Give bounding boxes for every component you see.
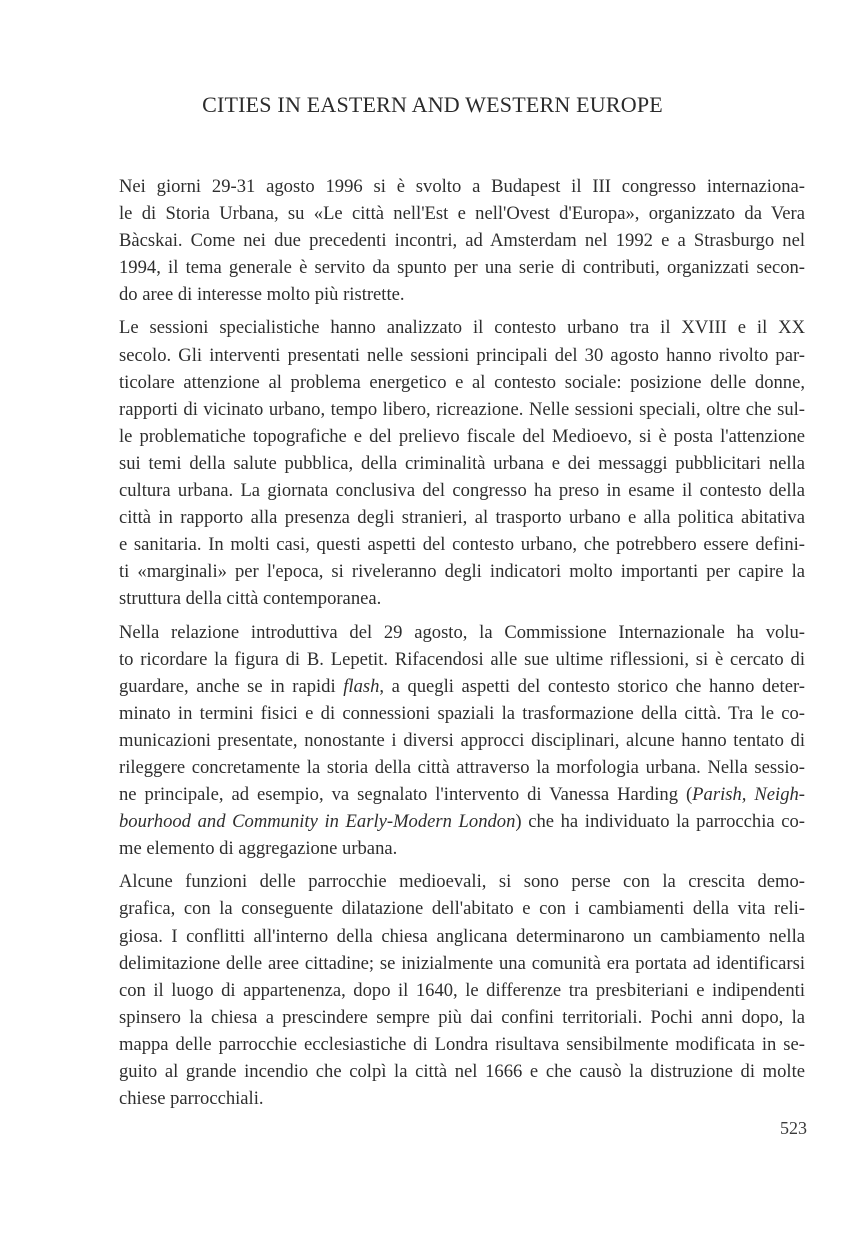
text-line: delimitazione delle aree cittadine; se inizialmente una comunità era portata ad identificarsi: [119, 952, 805, 974]
text-line: mappa delle parrocchie ecclesiastiche di Londra risultava sensibilmente modificata in se-: [119, 1033, 805, 1055]
text-line: grafica, con la conseguente dilatazione dell'abitato e con i cambiamenti della vita reli-: [119, 898, 805, 920]
page-title: CITIES IN EASTERN AND WESTERN EUROPE: [202, 92, 663, 117]
text-line: rapporti di vicinato urbano, tempo libero, ricreazione. Nelle sessioni speciali, oltre che sul-: [119, 398, 805, 420]
text-line: Nei giorni 29-31 agosto 1996 si è svolto a Budapest il III congresso internaziona-: [119, 176, 805, 197]
text-line: ne principale, ad esempio, va segnalato l'intervento di Vanessa Harding (Parish, Neigh-: [119, 784, 805, 806]
text-line: minato in termini fisici e di connessioni spaziali la trasformazione della città. Tra le co-: [119, 702, 805, 724]
text-line: spinsero la chiesa a prescindere sempre più dai confini territoriali. Pochi anni dopo, la: [119, 1006, 805, 1028]
text-line: e sanitaria. In molti casi, questi aspetti del contesto urbano, che potrebbero essere defini-: [119, 534, 805, 556]
text-line: cultura urbana. La giornata conclusiva del congresso ha preso in esame il contesto della: [119, 480, 805, 502]
paragraph: [83, 314, 805, 612]
text-line: chiese parrocchiali.: [119, 1088, 264, 1110]
italic-text: bourhood and Community in Early-Modern London: [119, 811, 516, 833]
text-line: con il luogo di appartenenza, dopo il 1640, le differenze tra presbiteriani e indipendenti: [119, 979, 805, 1001]
text-line: giosa. I conflitti all'interno della chiesa anglicana determinarono un cambiamento nella: [119, 925, 805, 947]
text-line: sui temi della salute pubblica, della criminalità urbana e dei messaggi pubblicitari nella: [119, 452, 805, 474]
text-line: municazioni presentate, nonostante i diversi approcci disciplinari, alcune hanno tentato di: [119, 729, 805, 751]
text-line: guito al grande incendio che colpì la città nel 1666 e che causò la distruzione di molte: [119, 1061, 805, 1082]
paragraph: [83, 619, 805, 863]
italic-text: Parish, Neigh-: [692, 784, 805, 806]
text-line: Alcune funzioni delle parrocchie medioevali, si sono perse con la crescita demo-: [119, 871, 805, 893]
text-line: rileggere concretamente la storia della città attraverso la morfologia urbana. Nella sessio-: [119, 756, 805, 778]
page-number: 523: [780, 1118, 807, 1138]
paragraph: [83, 173, 805, 308]
text-line: Nella relazione introduttiva del 29 agosto, la Commissione Internazionale ha volu-: [119, 621, 805, 643]
text-line: Le sessioni specialistiche hanno analizzato il contesto urbano tra il XVIII e il XX: [119, 317, 805, 339]
text-line: ti «marginali» per l'epoca, si riveleranno degli indicatori molto importanti per capire la: [119, 561, 805, 583]
text-line: Bàcskai. Come nei due precedenti incontri, ad Amsterdam nel 1992 e a Strasburgo nel: [119, 230, 805, 252]
text-line: secolo. Gli interventi presentati nelle sessioni principali del 30 agosto hanno rivolto par-: [119, 344, 805, 366]
body-text: [83, 173, 805, 1118]
italic-text: flash: [343, 675, 380, 697]
text-line: le di Storia Urbana, su «Le città nell'Est e nell'Ovest d'Europa», organizzato da Vera: [119, 203, 805, 225]
text-line: ticolare attenzione al problema energetico e al contesto sociale: posizione delle donne,: [119, 371, 805, 393]
text-line: guardare, anche se in rapidi flash, a quegli aspetti del contesto storico che hanno deter-: [119, 675, 805, 697]
text-line: to ricordare la figura di B. Lepetit. Rifacendosi alle sue ultime riflessioni, si è cercato di: [119, 648, 805, 670]
text-line: le problematiche topografiche e del prelievo fiscale del Medioevo, si è posta l'attenzione: [119, 425, 805, 447]
text-line: me elemento di aggregazione urbana.: [119, 838, 398, 860]
text-line: struttura della città contemporanea.: [119, 588, 382, 610]
text-line: città in rapporto alla presenza degli stranieri, al trasporto urbano e alla politica abitativa: [119, 507, 805, 529]
paragraph: [83, 868, 805, 1112]
text-line: do aree di interesse molto più ristrette.: [119, 284, 405, 306]
text-line: bourhood and Community in Early-Modern London) che ha individuato la parrocchia co-: [119, 811, 805, 833]
text-line: 1994, il tema generale è servito da spunto per una serie di contributi, organizzati secon-: [119, 257, 805, 279]
